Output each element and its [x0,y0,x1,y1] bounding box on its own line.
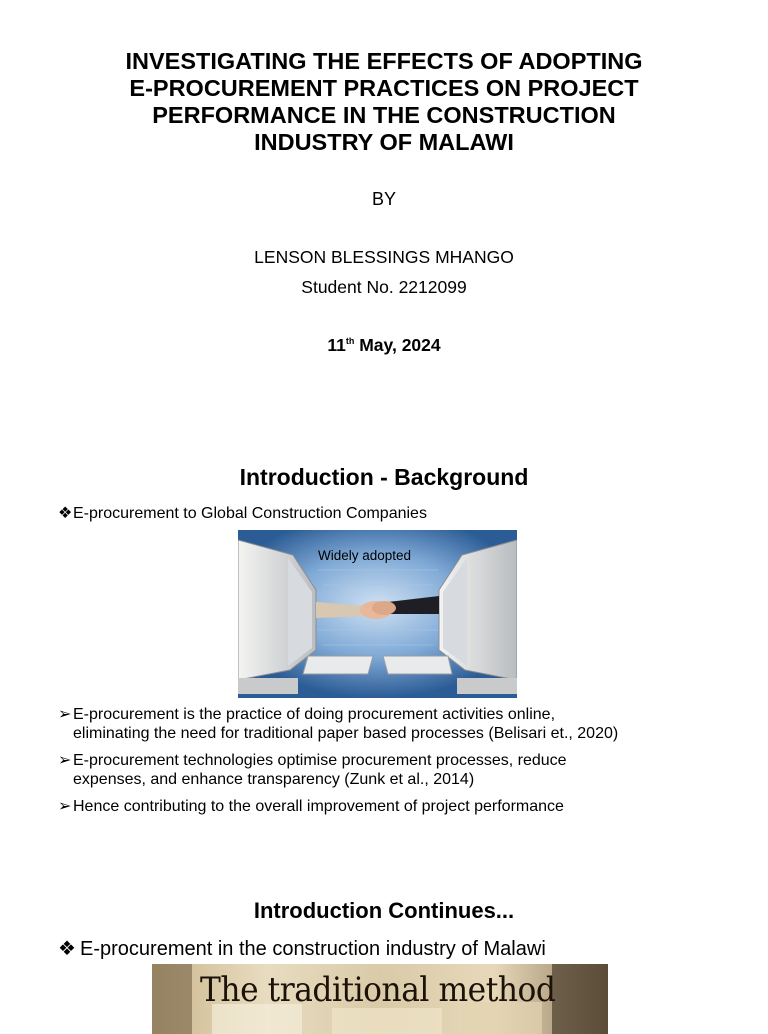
author-name: LENSON BLESSINGS MHANGO [254,247,514,267]
diamond-bullet [58,937,546,961]
presentation-date [0,335,768,356]
arrow-bullet-list [58,706,738,826]
date-rest: May, 2024 [354,335,441,355]
presentation-title [60,48,708,156]
image-caption: Widely adopted [318,548,412,563]
by-label: BY [371,189,396,209]
date-day: 11 [327,335,346,355]
slide-heading: Introduction Continues... [253,898,515,923]
bullet-line: eliminating the need for traditional paper based processes (Belisari et., 2020) [73,724,619,742]
list-item [58,706,738,743]
title-line: E-PROCUREMENT PRACTICES ON PROJECT [129,75,639,101]
diamond-bullet-icon: ❖ [58,938,76,960]
slide-heading: Introduction - Background [239,464,529,490]
title-line: PERFORMANCE IN THE CONSTRUCTION [152,102,616,128]
arrow-bullet-icon: ➢ [58,798,72,815]
image-overlay-text: The traditional method [200,970,556,1010]
bullet-line: expenses, and enhance transparency (Zunk et al., 2014) [73,770,475,788]
arrow-bullet-icon: ➢ [58,706,72,723]
bullet-line: Hence contributing to the overall improvement of project performance [73,798,564,815]
title-line: INVESTIGATING THE EFFECTS OF ADOPTING [125,48,643,74]
title-line: INDUSTRY OF MALAWI [254,129,514,155]
bullet-line: E-procurement technologies optimise procurement processes, reduce [73,752,567,769]
continues-slide [0,860,768,1024]
bullet-text: E-procurement in the construction industry of Malawi [80,938,546,960]
bullet-line: E-procurement is the practice of doing procurement activities online, [73,706,556,723]
student-number: Student No. 2212099 [301,277,467,297]
list-item [58,752,738,789]
list-item [58,798,738,817]
title-slide [0,0,768,430]
diamond-bullet [58,504,427,523]
arrow-bullet-icon: ➢ [58,752,72,769]
diamond-bullet-icon: ❖ [58,505,73,522]
bullet-text: E-procurement to Global Construction Companies [73,505,427,522]
background-slide [0,430,768,860]
handshake-computers-image [238,530,517,698]
date-suffix: th [345,336,355,346]
